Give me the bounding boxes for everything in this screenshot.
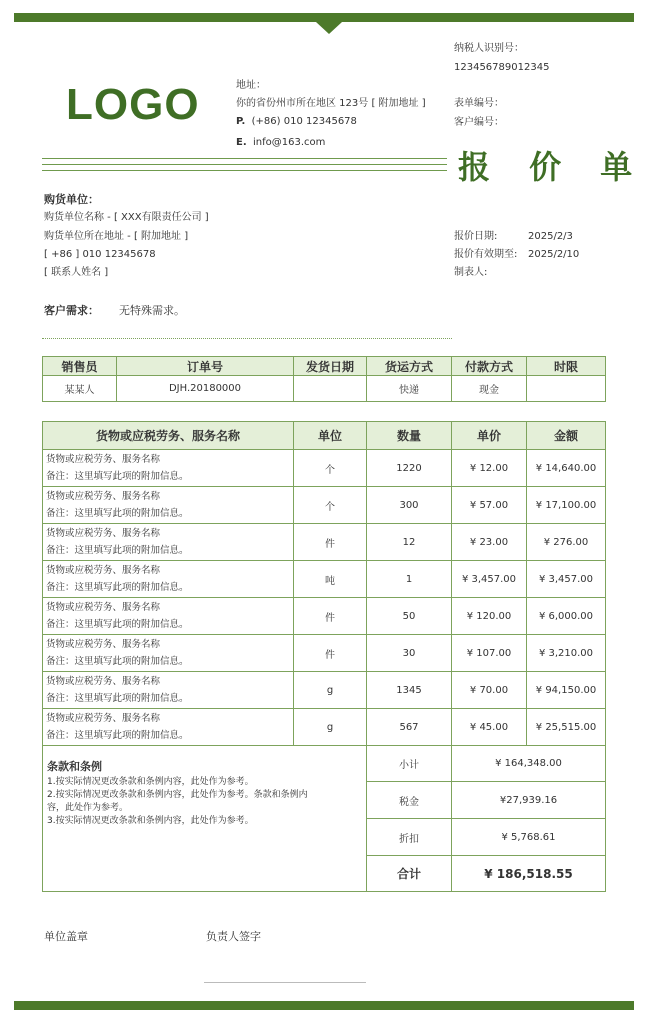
form-number-label: 表单编号： bbox=[454, 98, 504, 109]
amount-cell: ¥ 276.00 bbox=[527, 524, 606, 561]
item-note: 备注：这里填写此项的附加信息。 bbox=[46, 730, 189, 741]
items-table-header bbox=[43, 422, 606, 450]
unit-cell: 个 bbox=[294, 487, 367, 524]
top-accent-triangle bbox=[316, 22, 342, 34]
item-name: 货物或应税劳务、服务名称 bbox=[46, 454, 161, 465]
quantity-cell: 12 bbox=[367, 524, 452, 561]
unit-cell: 件 bbox=[294, 598, 367, 635]
buyer-address: 购货单位所在地址 - [ 附加地址 ] bbox=[44, 231, 189, 242]
item-name: 货物或应税劳务、服务名称 bbox=[46, 713, 161, 724]
col-amount: 金额 bbox=[527, 422, 606, 450]
amount-cell: ¥ 17,100.00 bbox=[527, 487, 606, 524]
amount-cell: ¥ 25,515.00 bbox=[527, 709, 606, 746]
item-name-cell bbox=[43, 598, 294, 635]
quantity-cell: 1220 bbox=[367, 450, 452, 487]
unit-cell: 件 bbox=[294, 524, 367, 561]
customer-need-value: 无特殊需求。 bbox=[119, 304, 185, 317]
table-row bbox=[43, 598, 606, 635]
item-name-cell bbox=[43, 450, 294, 487]
quantity-cell: 30 bbox=[367, 635, 452, 672]
col-unit-price: 单价 bbox=[452, 422, 527, 450]
document-title: 报 价 单 bbox=[458, 148, 647, 186]
unit-cell: 个 bbox=[294, 450, 367, 487]
table-row bbox=[43, 524, 606, 561]
col-quantity: 数量 bbox=[367, 422, 452, 450]
unit-price-cell: ¥ 45.00 bbox=[452, 709, 527, 746]
signature-line bbox=[204, 982, 366, 983]
unit-price-cell: ¥ 12.00 bbox=[452, 450, 527, 487]
unit-price-cell: ¥ 107.00 bbox=[452, 635, 527, 672]
col-shipping-method: 货运方式 bbox=[367, 357, 452, 376]
terms-line: 容，此处作为参考。 bbox=[47, 803, 129, 813]
unit-cell: 件 bbox=[294, 635, 367, 672]
unit-price-cell: ¥ 23.00 bbox=[452, 524, 527, 561]
terms-title: 条款和条例 bbox=[47, 760, 102, 773]
header-divider-2 bbox=[42, 164, 447, 165]
customer-need-label: 客户需求： bbox=[44, 304, 99, 317]
terms-line: 3.按实际情况更改条款和条例内容，此处作为参考。 bbox=[47, 816, 254, 826]
valid-until: 2025/2/10 bbox=[528, 249, 580, 260]
seller-email: info@163.com bbox=[253, 137, 326, 148]
ship-date-cell bbox=[294, 376, 367, 402]
phone-prefix: P. bbox=[236, 116, 246, 127]
salesperson-cell: 某某人 bbox=[43, 376, 117, 402]
terms-line: 1.按实际情况更改条款和条例内容，此处作为参考。 bbox=[47, 777, 254, 787]
buyer-heading: 购货单位： bbox=[44, 193, 99, 206]
col-unit: 单位 bbox=[294, 422, 367, 450]
maker-label: 制表人: bbox=[454, 267, 488, 278]
item-note: 备注：这里填写此项的附加信息。 bbox=[46, 508, 189, 519]
shipping-method-cell: 快递 bbox=[367, 376, 452, 402]
seller-phone-row bbox=[236, 115, 357, 129]
item-name: 货物或应税劳务、服务名称 bbox=[46, 676, 161, 687]
total-value: ¥ 186,518.55 bbox=[452, 856, 606, 892]
header-divider-3 bbox=[42, 170, 447, 171]
valid-until-label: 报价有效期至: bbox=[454, 249, 518, 260]
order-table-header bbox=[43, 357, 606, 376]
unit-cell: g bbox=[294, 709, 367, 746]
item-name-cell bbox=[43, 672, 294, 709]
header-divider-1 bbox=[42, 158, 447, 159]
unit-cell: 吨 bbox=[294, 561, 367, 598]
col-item-name: 货物或应税劳务、服务名称 bbox=[43, 422, 294, 450]
item-name-cell bbox=[43, 524, 294, 561]
unit-price-cell: ¥ 57.00 bbox=[452, 487, 527, 524]
terms-cell bbox=[43, 746, 367, 892]
buyer-name: 购货单位名称 - [ XXX有限责任公司 ] bbox=[44, 212, 209, 223]
col-ship-date: 发货日期 bbox=[294, 357, 367, 376]
order-number-cell: DJH.20180000 bbox=[117, 376, 294, 402]
tax-label: 税金 bbox=[367, 782, 452, 819]
unit-price-cell: ¥ 3,457.00 bbox=[452, 561, 527, 598]
table-row bbox=[43, 376, 606, 402]
terms-line: 2.按实际情况更改条款和条例内容，此处作为参考。条款和条例内 bbox=[47, 790, 308, 800]
quote-date: 2025/2/3 bbox=[528, 231, 573, 242]
item-note: 备注：这里填写此项的附加信息。 bbox=[46, 693, 189, 704]
quantity-cell: 300 bbox=[367, 487, 452, 524]
item-name: 货物或应税劳务、服务名称 bbox=[46, 565, 161, 576]
col-time-limit: 时限 bbox=[527, 357, 606, 376]
quantity-cell: 50 bbox=[367, 598, 452, 635]
unit-cell: g bbox=[294, 672, 367, 709]
seller-email-row bbox=[236, 136, 325, 150]
email-prefix: E. bbox=[236, 137, 247, 148]
table-row bbox=[43, 487, 606, 524]
quantity-cell: 567 bbox=[367, 709, 452, 746]
discount-label: 折扣 bbox=[367, 819, 452, 856]
subtotal-value: ¥ 164,348.00 bbox=[452, 746, 606, 782]
item-name-cell bbox=[43, 709, 294, 746]
seal-label: 单位盖章 bbox=[44, 930, 88, 943]
seller-phone: (+86) 010 12345678 bbox=[251, 116, 357, 127]
item-name: 货物或应税劳务、服务名称 bbox=[46, 491, 161, 502]
customer-number-label: 客户编号： bbox=[454, 117, 504, 128]
item-note: 备注：这里填写此项的附加信息。 bbox=[46, 619, 189, 630]
tax-id-value: 123456789012345 bbox=[454, 62, 550, 73]
item-name: 货物或应税劳务、服务名称 bbox=[46, 602, 161, 613]
seller-address: 你的省份州市所在地区 123号 [ 附加地址 ] bbox=[236, 98, 426, 109]
quantity-cell: 1345 bbox=[367, 672, 452, 709]
subtotal-label: 小计 bbox=[367, 746, 452, 782]
order-table bbox=[42, 356, 606, 402]
item-name-cell bbox=[43, 487, 294, 524]
buyer-phone: [ +86 ] 010 12345678 bbox=[44, 249, 156, 260]
table-row bbox=[43, 672, 606, 709]
table-row bbox=[43, 561, 606, 598]
discount-value: ¥ 5,768.61 bbox=[452, 819, 606, 856]
amount-cell: ¥ 3,210.00 bbox=[527, 635, 606, 672]
col-salesperson: 销售员 bbox=[43, 357, 117, 376]
dotted-divider bbox=[42, 338, 452, 339]
table-row bbox=[43, 635, 606, 672]
unit-price-cell: ¥ 120.00 bbox=[452, 598, 527, 635]
time-limit-cell bbox=[527, 376, 606, 402]
quantity-cell: 1 bbox=[367, 561, 452, 598]
table-row bbox=[43, 450, 606, 487]
col-payment-method: 付款方式 bbox=[452, 357, 527, 376]
total-label: 合计 bbox=[367, 856, 452, 892]
item-name-cell bbox=[43, 561, 294, 598]
amount-cell: ¥ 6,000.00 bbox=[527, 598, 606, 635]
item-note: 备注：这里填写此项的附加信息。 bbox=[46, 582, 189, 593]
logo: LOGO bbox=[66, 80, 200, 129]
amount-cell: ¥ 3,457.00 bbox=[527, 561, 606, 598]
amount-cell: ¥ 14,640.00 bbox=[527, 450, 606, 487]
amount-cell: ¥ 94,150.00 bbox=[527, 672, 606, 709]
tax-value: ¥27,939.16 bbox=[452, 782, 606, 819]
item-note: 备注：这里填写此项的附加信息。 bbox=[46, 471, 189, 482]
quote-date-label: 报价日期: bbox=[454, 231, 498, 242]
subtotal-row bbox=[43, 746, 606, 782]
top-accent-bar bbox=[14, 13, 634, 22]
col-order-number: 订单号 bbox=[117, 357, 294, 376]
tax-id-label: 纳税人识别号： bbox=[454, 43, 524, 54]
table-row bbox=[43, 709, 606, 746]
bottom-accent-bar bbox=[14, 1001, 634, 1010]
buyer-contact: [ 联系人姓名 ] bbox=[44, 267, 109, 278]
item-name: 货物或应税劳务、服务名称 bbox=[46, 639, 161, 650]
unit-price-cell: ¥ 70.00 bbox=[452, 672, 527, 709]
signature-label: 负责人签字 bbox=[206, 930, 261, 943]
items-table bbox=[42, 421, 606, 892]
item-note: 备注：这里填写此项的附加信息。 bbox=[46, 545, 189, 556]
payment-method-cell: 现金 bbox=[452, 376, 527, 402]
item-name: 货物或应税劳务、服务名称 bbox=[46, 528, 161, 539]
item-note: 备注：这里填写此项的附加信息。 bbox=[46, 656, 189, 667]
address-label: 地址： bbox=[236, 80, 266, 91]
item-name-cell bbox=[43, 635, 294, 672]
